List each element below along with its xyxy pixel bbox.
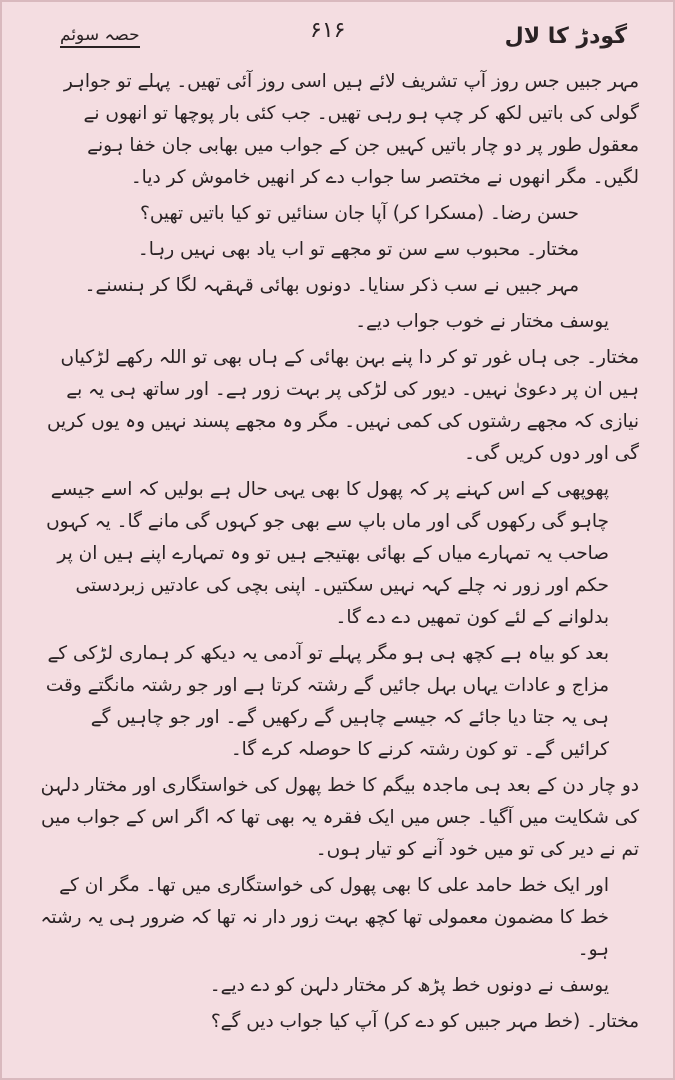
paragraph: دو چار دن کے بعد ہی ماجدہ بیگم کا خط پھول کی خواستگاری اور مختار دلہن کی شکایت میں آگیا۔ جس میں ایک فقرہ یہ بھی تھا کہ اگر اس کے جواب میں تم نے دیر کی تو میں خود آنے کو تیار ہوں۔ bbox=[40, 775, 639, 860]
dialogue-line: حسن رضا۔ (مسکرا کر) آپا جان سنائیں تو کیا باتیں تھیں؟ bbox=[140, 203, 579, 224]
paragraph: اور ایک خط حامد علی کا بھی پھول کی خواستگاری میں تھا۔ مگر ان کے خط کا مضمون معمولی تھا کچھ بہت زور دار نہ تھا کہ ضرور ہی یہ رشتہ ہو۔ bbox=[40, 875, 609, 960]
paragraph: مہر جبیں نے سب ذکر سنایا۔ دونوں بھائی قہقہہ لگا کر ہنسنے۔ bbox=[84, 275, 579, 296]
page-body bbox=[38, 66, 639, 1060]
paragraph: مہر جبیں جس روز آپ تشریف لائے ہیں اسی روز آئی تھیں۔ پہلے تو جواہر گولی کی باتیں لکھ کر چپ ہو رہی تھیں۔ جب کئی بار پوچھا تو انھوں نے معقول طور پر دو چار باتیں کہیں جن کے جواب میں بھابی جان خفا ہونے لگیں۔ مگر انھوں نے مختصر سا جواب دے کر انھیں خاموش کر دیا۔ bbox=[63, 71, 639, 188]
dialogue-line: مختار۔ (خط مہر جبیں کو دے کر) آپ کیا جواب دیں گے؟ bbox=[210, 1011, 639, 1032]
page-number: ۶۱۶ bbox=[310, 18, 346, 43]
running-title: گودڑ کا لال bbox=[504, 24, 627, 49]
dialogue-line: مختار۔ محبوب سے سن تو مجھے تو اب یاد بھی نہیں رہا۔ bbox=[137, 239, 579, 260]
part-label: حصہ سوئم bbox=[60, 24, 140, 48]
paragraph: پھوپھی کے اس کہنے پر کہ پھول کا بھی یہی حال ہے بولیں کہ اسے جیسے چاہو گی رکھوں گی اور ماں باپ سے بھی جو کہوں گی مانے گا۔ یہ کہوں صاحب یہ تمہارے میاں کے بھائی بھتیجے ہیں تو وہ تمہارے اپنے ہیں ان پر حکم اور زور نہ چلے کہہ نہیں سکتیں۔ اپنی بچی کی عادتیں زبردستی بدلوانے کے لئے کون تمھیں دے دے گا۔ bbox=[46, 479, 609, 628]
paragraph: یوسف نے دونوں خط پڑھ کر مختار دلہن کو دے دیے۔ bbox=[209, 975, 609, 996]
dialogue-line: مختار۔ جی ہاں غور تو کر دا پنے بہن بھائی کے ہاں بھی تو اللہ رکھے لڑکیاں ہیں ان پر دعویٰ نہیں۔ دیور کی لڑکی پر بہت زور ہے۔ اور ساتھ ہی یہ بے نیازی کہ مجھے رشتوں کی کمی نہیں۔ مگر وہ مجھے پسند نہیں وہ یوں کریں گی اور دوں کریں گی۔ bbox=[46, 347, 639, 464]
page-header bbox=[0, 0, 675, 62]
paragraph: بعد کو بیاہ ہے کچھ ہی ہو مگر پہلے تو آدمی یہ دیکھ کر ہماری لڑکی کے مزاج و عادات یہاں بہل جائیں گے رشتہ کرتا ہے اور جو رشتہ مانگتے وقت ہی یہ جتا دیا جائے کہ جیسے چاہیں گے رکھیں گے۔ اور جو چاہیں گے کرائیں گے۔ تو کون رشتہ کرنے کا حوصلہ کرے گا۔ bbox=[45, 643, 609, 760]
paragraph: یوسف مختار نے خوب جواب دیے۔ bbox=[355, 311, 609, 332]
